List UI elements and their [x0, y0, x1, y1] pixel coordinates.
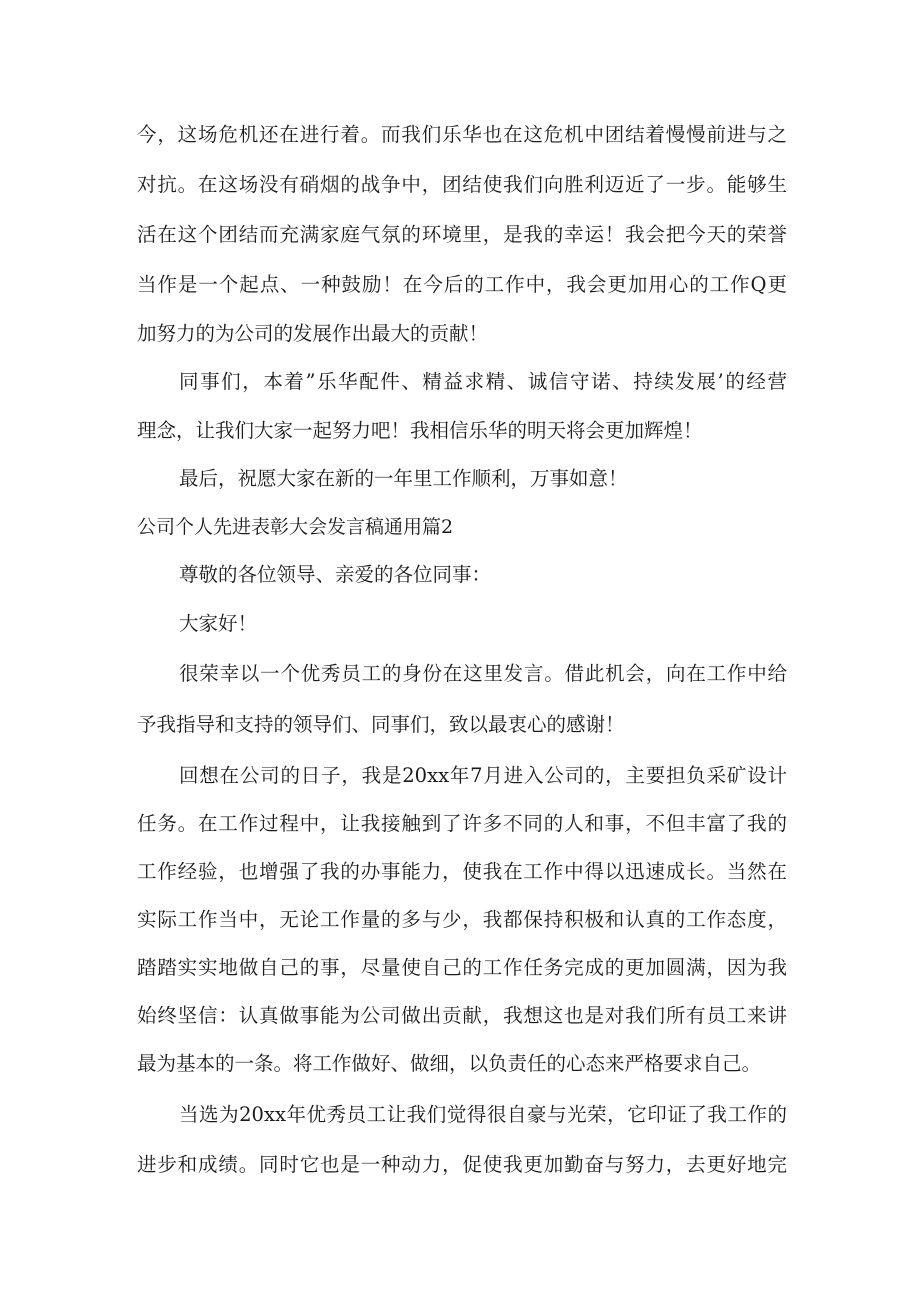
body-text-line: 予我指导和支持的领导们、同事们，致以最衷心的感谢！ — [137, 713, 625, 736]
greeting-line: 大家好！ — [179, 612, 258, 635]
body-text-line: 踏踏实实地做自己的事，尽量使自己的工作任务完成的更加圆满，因为我 — [137, 956, 787, 979]
body-text-line: 当作是一个起点、一种鼓励！在今后的工作中，我会更加用心的工作Q更 — [137, 273, 787, 296]
paragraph-first-line: 当选为20xx年优秀员工让我们觉得很自豪与光荣，它印证了我工作的 — [179, 1103, 787, 1126]
paragraph-first-line: 回想在公司的日子，我是20xx年7月进入公司的，主要担负采矿设计 — [179, 764, 787, 787]
paragraph-first-line: 同事们，本着”乐华配件、精益求精、诚信守诺、持续发展’的经营 — [179, 370, 787, 393]
body-text-line: 实际工作当中，无论工作量的多与少，我都保持积极和认真的工作态度， — [137, 908, 787, 931]
body-text-line: 加努力的为公司的发展作出最大的贡献！ — [137, 322, 489, 345]
body-text-line: 活在这个团结而充满家庭气氛的环境里，是我的幸运！我会把今天的荣誉 — [137, 223, 787, 246]
body-text-line: 今，这场危机还在进行着。而我们乐华也在这危机中团结着慢慢前进与之 — [137, 123, 787, 146]
section-heading: 公司个人先进表彰大会发言稿通用篇2 — [137, 516, 454, 538]
paragraph-first-line: 很荣幸以一个优秀员工的身份在这里发言。借此机会，向在工作中给 — [179, 662, 787, 685]
body-text-line: 理念，让我们大家一起努力吧！我相信乐华的明天将会更加辉煌！ — [137, 419, 703, 442]
body-text-line: 始终坚信：认真做事能为公司做出贡献，我想这也是对我们所有员工来讲 — [137, 1004, 787, 1027]
body-text-line: 任务。在工作过程中，让我接触到了许多不同的人和事，不但丰富了我的 — [137, 812, 787, 835]
body-text-line: 进步和成绩。同时它也是一种动力，促使我更加勤奋与努力，去更好地完 — [137, 1153, 787, 1176]
body-text-line: 对抗。在这场没有硝烟的战争中，团结使我们向胜利迈近了一步。能够生 — [137, 173, 787, 196]
closing-wish-line: 最后，祝愿大家在新的一年里工作顺利，万事如意！ — [179, 467, 628, 490]
salutation-line: 尊敬的各位领导、亲爱的各位同事： — [179, 563, 492, 586]
body-text-line: 工作经验，也增强了我的办事能力，使我在工作中得以迅速成长。当然在 — [137, 860, 787, 883]
body-text-line: 最为基本的一条。将工作做好、做细，以负责任的心态来严格要求自己。 — [137, 1052, 762, 1075]
